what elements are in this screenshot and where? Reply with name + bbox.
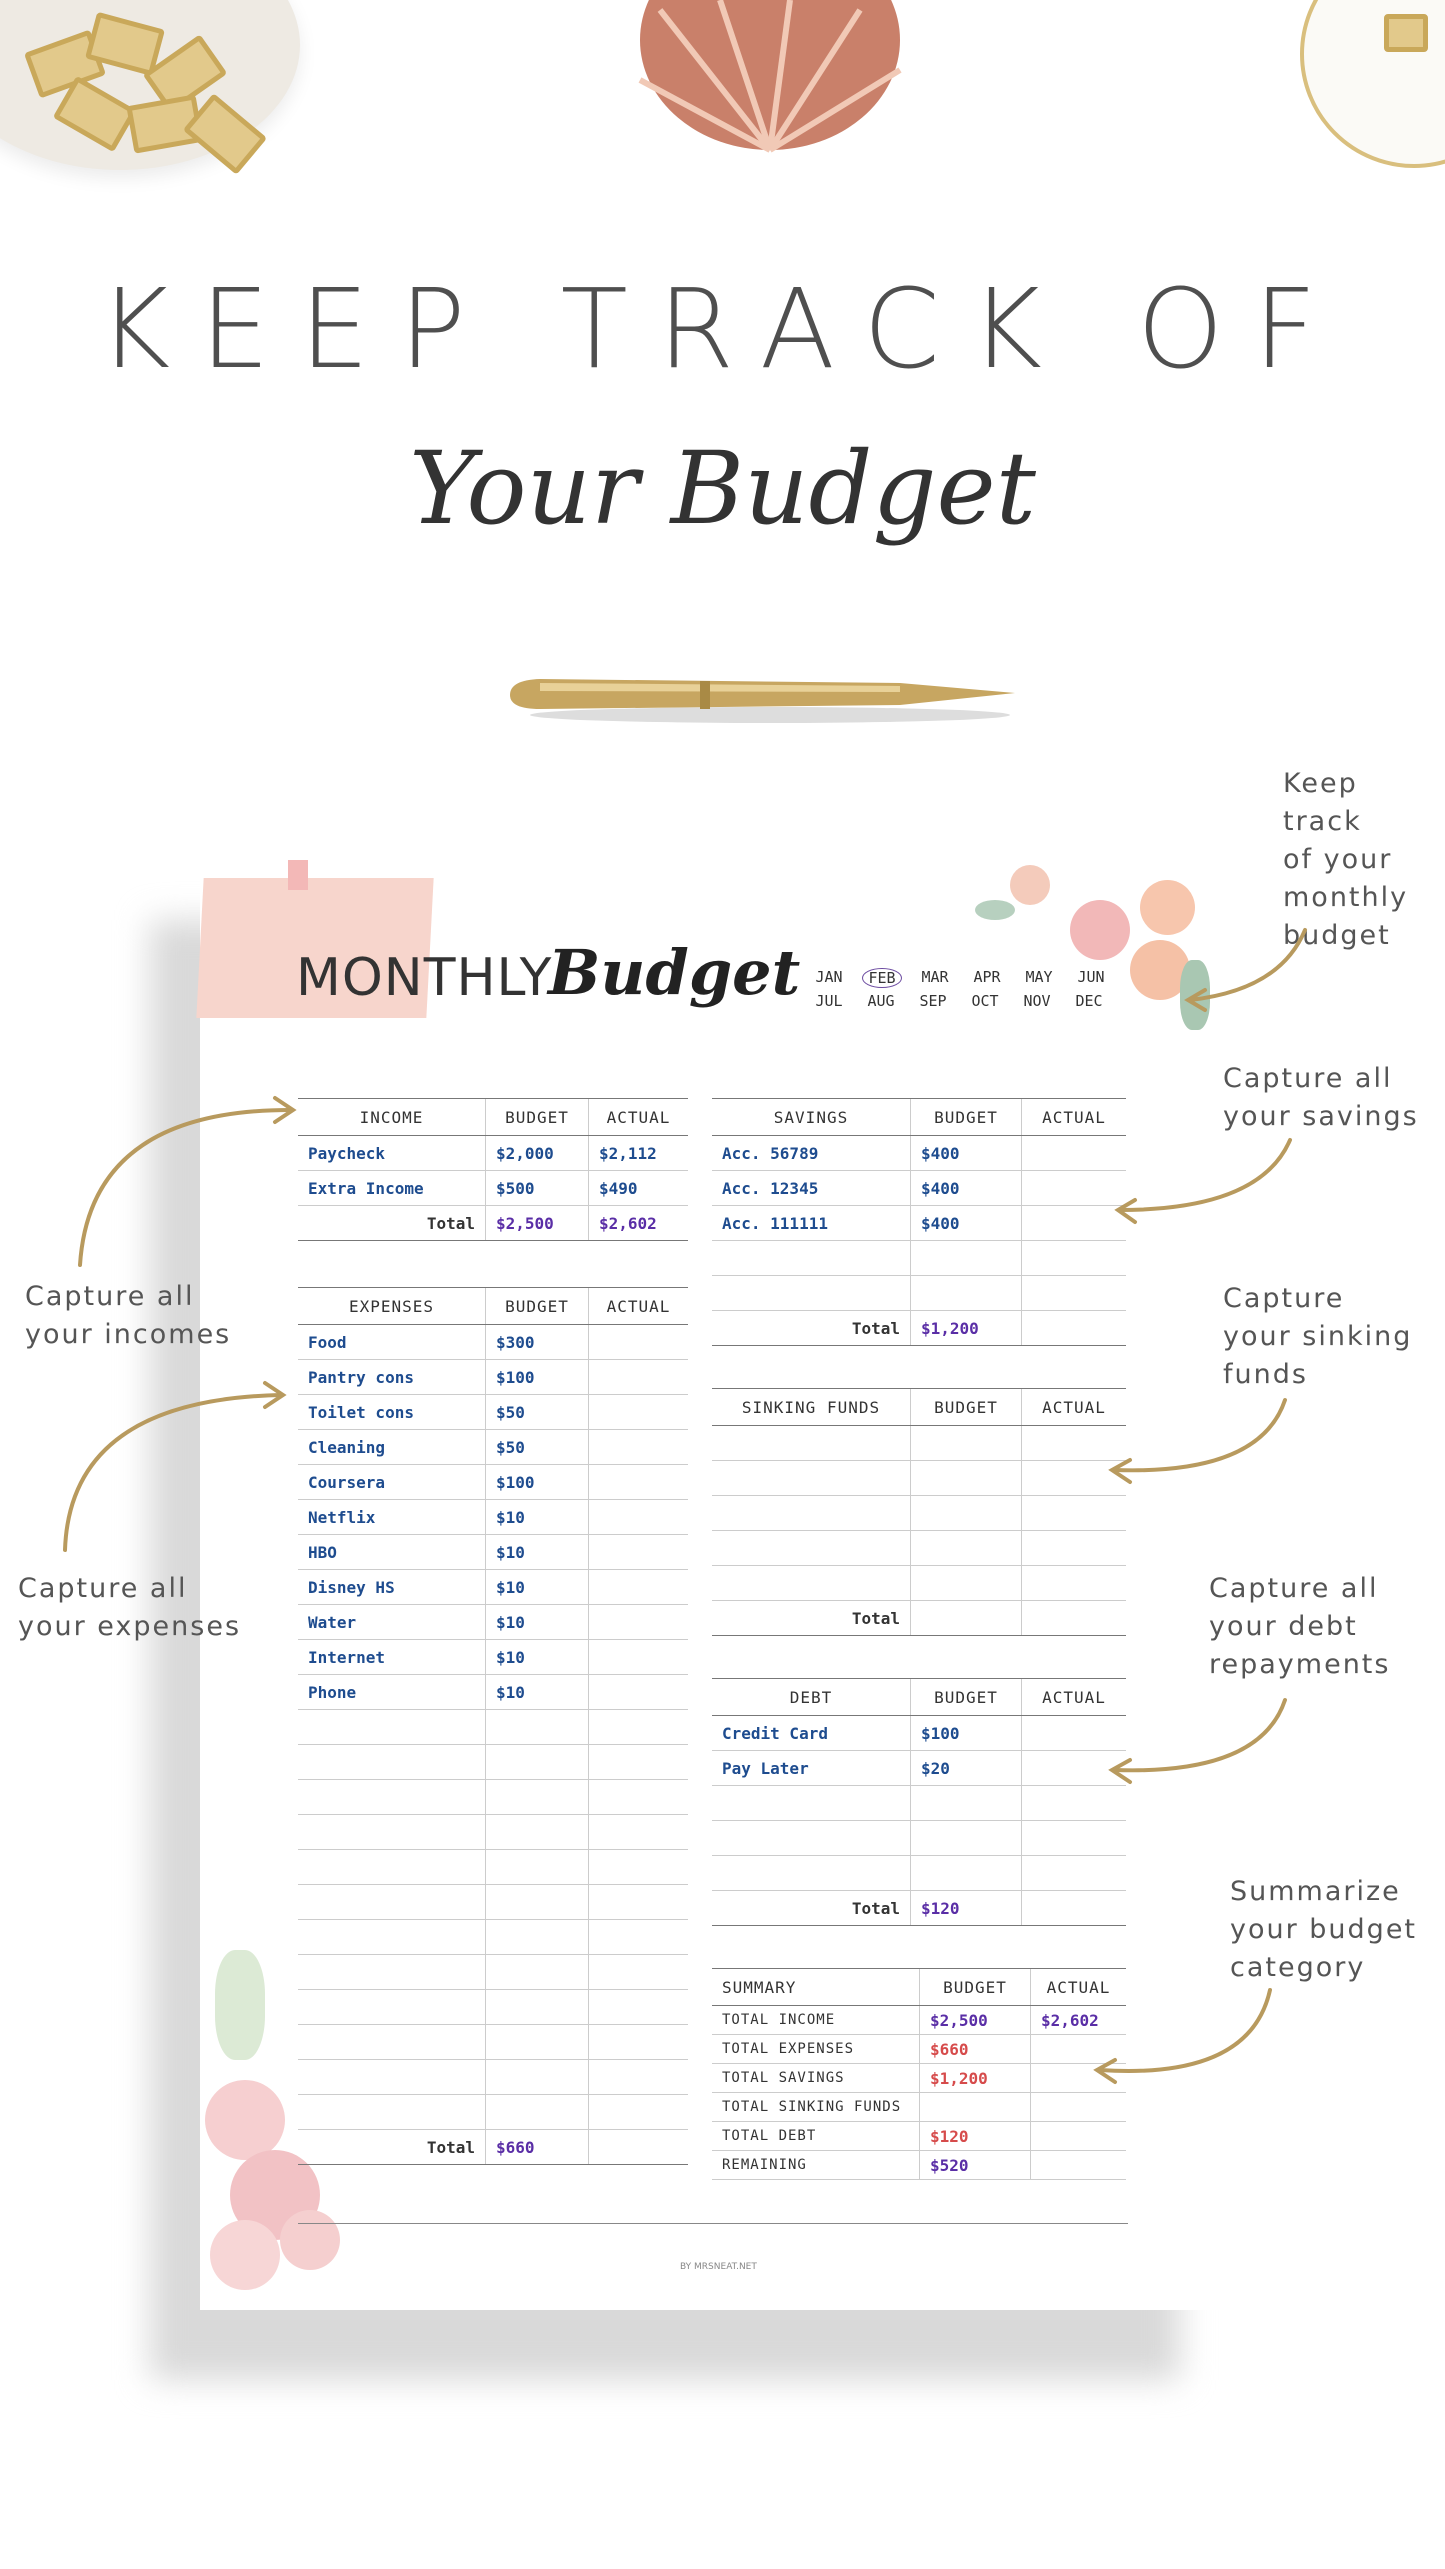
expense-budget[interactable]: $10 — [486, 1675, 589, 1710]
expenses-total-label: Total — [298, 2130, 486, 2165]
income-label[interactable]: Paycheck — [298, 1136, 486, 1171]
debt-budget[interactable]: $100 — [911, 1716, 1022, 1751]
expense-label[interactable]: Toilet cons — [298, 1395, 486, 1430]
month-jan[interactable]: JAN — [815, 968, 843, 986]
expense-label[interactable]: Phone — [298, 1675, 486, 1710]
income-actual[interactable]: $2,112 — [589, 1136, 689, 1171]
savings-budget[interactable]: $400 — [911, 1171, 1022, 1206]
annotation-incomes: Capture all your incomes — [25, 1281, 232, 1350]
expense-budget[interactable]: $10 — [486, 1500, 589, 1535]
summary-label: TOTAL EXPENSES — [712, 2035, 920, 2064]
debt-label[interactable]: Credit Card — [712, 1716, 911, 1751]
expenses-header: EXPENSES — [298, 1288, 486, 1325]
debt-budget[interactable]: $20 — [911, 1751, 1022, 1786]
expense-budget[interactable]: $100 — [486, 1465, 589, 1500]
summary-budget-header: BUDGET — [920, 1969, 1031, 2006]
income-budget[interactable]: $500 — [486, 1171, 589, 1206]
income-budget[interactable]: $2,000 — [486, 1136, 589, 1171]
expense-budget[interactable]: $50 — [486, 1430, 589, 1465]
sinking-total-label: Total — [712, 1601, 911, 1636]
month-apr[interactable]: APR — [973, 968, 1001, 986]
expense-label[interactable]: Water — [298, 1605, 486, 1640]
month-nov[interactable]: NOV — [1023, 992, 1051, 1010]
month-mar[interactable]: MAR — [921, 968, 949, 986]
income-label[interactable]: Extra Income — [298, 1171, 486, 1206]
savings-total-budget: $1,200 — [911, 1311, 1022, 1346]
savings-budget-header: BUDGET — [911, 1099, 1022, 1136]
savings-label[interactable]: Acc. 111111 — [712, 1206, 911, 1241]
income-actual-header: ACTUAL — [589, 1099, 689, 1136]
summary-label: TOTAL DEBT — [712, 2122, 920, 2151]
expense-label[interactable]: Food — [298, 1325, 486, 1360]
sinking-budget-header: BUDGET — [911, 1389, 1022, 1426]
summary-label: TOTAL INCOME — [712, 2006, 920, 2035]
expense-label[interactable]: HBO — [298, 1535, 486, 1570]
annotation-debt: Capture all your debt repayments — [1209, 1573, 1391, 1680]
summary-label: REMAINING — [712, 2151, 920, 2180]
income-total-actual: $2,602 — [589, 1206, 689, 1241]
debt-total-label: Total — [712, 1891, 911, 1926]
annotation-monthly: Keep track of your monthly budget — [1283, 768, 1409, 951]
annotation-expenses: Capture all your expenses — [18, 1573, 242, 1642]
footer-credit: BY MRSNEAT.NET — [680, 2262, 757, 2272]
sinking-actual-header: ACTUAL — [1022, 1389, 1127, 1426]
expense-label[interactable]: Coursera — [298, 1465, 486, 1500]
summary-budget: $120 — [920, 2122, 1031, 2151]
summary-budget: $660 — [920, 2035, 1031, 2064]
expenses-actual-header: ACTUAL — [589, 1288, 689, 1325]
summary-budget: $2,500 — [920, 2006, 1031, 2035]
expense-budget[interactable]: $50 — [486, 1395, 589, 1430]
savings-budget[interactable]: $400 — [911, 1136, 1022, 1171]
sheet-title: MONTHLY — [296, 948, 553, 1008]
debt-actual-header: ACTUAL — [1022, 1679, 1127, 1716]
headline-script: Your Budget — [409, 430, 1036, 547]
month-dec[interactable]: DEC — [1075, 992, 1103, 1010]
expense-label[interactable]: Pantry cons — [298, 1360, 486, 1395]
expense-budget[interactable]: $10 — [486, 1570, 589, 1605]
income-actual[interactable]: $490 — [589, 1171, 689, 1206]
income-header: INCOME — [298, 1099, 486, 1136]
month-jul[interactable]: JUL — [815, 992, 843, 1010]
summary-label: TOTAL SINKING FUNDS — [712, 2093, 920, 2122]
expense-budget[interactable]: $10 — [486, 1535, 589, 1570]
month-aug[interactable]: AUG — [867, 992, 895, 1010]
summary-actual-header: ACTUAL — [1031, 1969, 1127, 2006]
month-jun[interactable]: JUN — [1077, 968, 1105, 986]
expense-label[interactable]: Internet — [298, 1640, 486, 1675]
expense-budget[interactable]: $10 — [486, 1640, 589, 1675]
annotation-summary: Summarize your budget category — [1230, 1876, 1418, 1983]
savings-header: SAVINGS — [712, 1099, 911, 1136]
expense-budget[interactable]: $10 — [486, 1605, 589, 1640]
savings-total-label: Total — [712, 1311, 911, 1346]
summary-header: SUMMARY — [712, 1969, 920, 2006]
savings-actual-header: ACTUAL — [1022, 1099, 1127, 1136]
savings-budget[interactable]: $400 — [911, 1206, 1022, 1241]
expenses-budget-header: BUDGET — [486, 1288, 589, 1325]
summary-budget: $1,200 — [920, 2064, 1031, 2093]
expense-label[interactable]: Disney HS — [298, 1570, 486, 1605]
expenses-total-budget: $660 — [486, 2130, 589, 2165]
expense-label[interactable]: Cleaning — [298, 1430, 486, 1465]
summary-budget: $520 — [920, 2151, 1031, 2180]
month-feb-selected[interactable]: FEB — [862, 968, 902, 988]
savings-label[interactable]: Acc. 56789 — [712, 1136, 911, 1171]
month-oct[interactable]: OCT — [971, 992, 999, 1010]
summary-label: TOTAL SAVINGS — [712, 2064, 920, 2093]
month-sep[interactable]: SEP — [919, 992, 947, 1010]
expense-budget[interactable]: $300 — [486, 1325, 589, 1360]
summary-actual: $2,602 — [1031, 2006, 1127, 2035]
income-total-budget: $2,500 — [486, 1206, 589, 1241]
expense-budget[interactable]: $100 — [486, 1360, 589, 1395]
savings-label[interactable]: Acc. 12345 — [712, 1171, 911, 1206]
expense-label[interactable]: Netflix — [298, 1500, 486, 1535]
sinking-header: SINKING FUNDS — [712, 1389, 911, 1426]
sheet-title-script: Budget — [548, 936, 801, 1009]
month-may[interactable]: MAY — [1025, 968, 1053, 986]
income-total-label: Total — [298, 1206, 486, 1241]
debt-header: DEBT — [712, 1679, 911, 1716]
headline: KEEP TRACK OF — [98, 265, 1347, 393]
annotation-savings: Capture all your savings — [1223, 1063, 1419, 1132]
income-budget-header: BUDGET — [486, 1099, 589, 1136]
debt-budget-header: BUDGET — [911, 1679, 1022, 1716]
annotation-sinking: Capture your sinking funds — [1223, 1283, 1413, 1390]
debt-label[interactable]: Pay Later — [712, 1751, 911, 1786]
debt-total-budget: $120 — [911, 1891, 1022, 1926]
